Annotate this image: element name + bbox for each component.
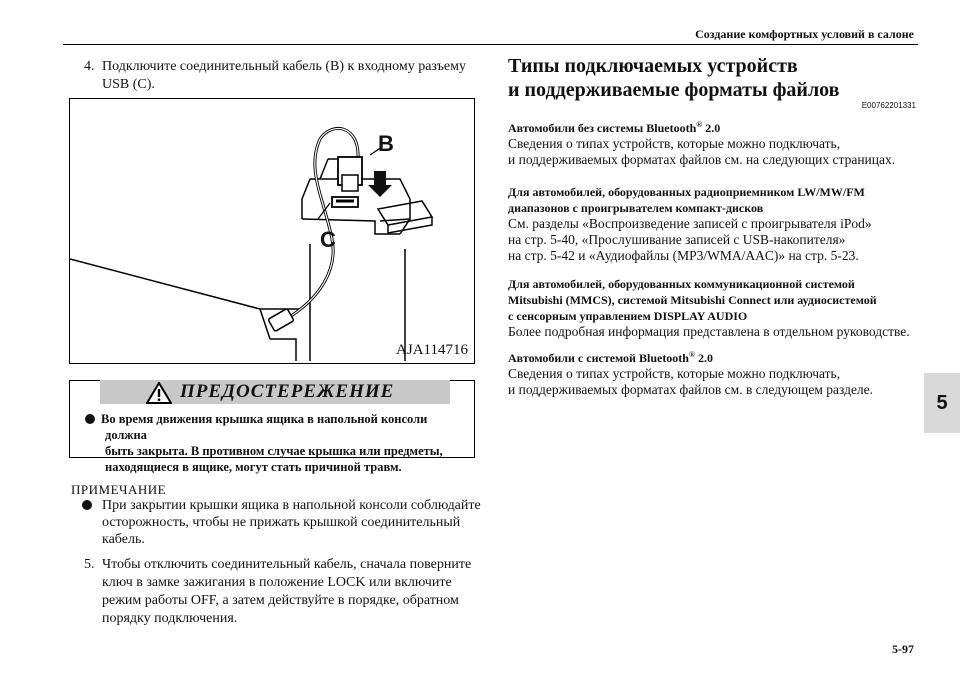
section-title-line: и поддерживаемые форматы файлов <box>508 79 840 101</box>
step-text-line: Чтобы отключить соединительный кабель, сначала поверните <box>102 557 472 572</box>
section-bluetooth <box>508 350 918 398</box>
header-divider <box>63 44 918 45</box>
body-line: на стр. 5-40, «Прослушивание записей с USB-накопителя» <box>508 232 846 247</box>
figure-code: AJA114716 <box>396 342 468 358</box>
body-line: Сведения о типах устройств, которые можно подключать, <box>508 136 841 151</box>
subsection-heading: Автомобили с системой Bluetooth® 2.0 <box>508 350 713 365</box>
step-number: 5. <box>84 557 95 572</box>
bullet-icon <box>85 414 95 424</box>
section-title-line: Типы подключаемых устройств <box>508 55 798 77</box>
bullet-icon <box>82 500 92 510</box>
warning-line: Во время движения крышка ящика в напольной консоли должна <box>101 412 428 442</box>
warning-title: ПРЕДОСТЕРЕЖЕНИЕ <box>180 381 395 402</box>
note-line: При закрытии крышки ящика в напольной консоли соблюдайте <box>102 498 481 513</box>
warning-box <box>69 380 475 474</box>
section-mmcs <box>508 276 918 340</box>
subsection-heading: Автомобили без системы Bluetooth® 2.0 <box>508 120 721 135</box>
step-text-line: режим работы OFF, а затем действуйте в порядке, обратном <box>102 593 459 608</box>
note-text <box>82 497 482 548</box>
page-number: 5-97 <box>892 642 914 656</box>
body-line: и поддерживаемых форматах файлов см. на следующих страницах. <box>508 152 896 167</box>
step-number: 4. <box>84 59 95 74</box>
warning-icon <box>146 382 172 404</box>
note-line: кабель. <box>102 532 145 547</box>
note-label: ПРИМЕЧАНИЕ <box>71 482 167 497</box>
body-line: и поддерживаемых форматах файлов см. в следующем разделе. <box>508 382 874 397</box>
warning-line: находящиеся в ящике, могут стать причиной травм. <box>105 460 402 474</box>
body-line: Более подробная информация представлена в отдельном руководстве. <box>508 324 910 339</box>
warning-text <box>85 411 469 475</box>
warning-header <box>100 380 450 404</box>
step-4 <box>84 58 484 94</box>
step-5 <box>84 556 484 628</box>
illustration-drawing <box>70 99 474 363</box>
section-radio-cd <box>508 184 918 264</box>
warning-line: быть закрыта. В противном случае крышка или предметы, <box>105 444 443 458</box>
section-bluetooth-none <box>508 120 918 168</box>
usb-connection-illustration <box>69 98 475 364</box>
step-text-line: USB (C). <box>102 77 155 92</box>
label-b: B <box>378 131 394 156</box>
body-line: Сведения о типах устройств, которые можно подключать, <box>508 366 841 381</box>
subsection-heading: Для автомобилей, оборудованных коммуникационной системой <box>508 277 855 291</box>
section-code: E00762201331 <box>861 101 916 110</box>
chapter-tab: 5 <box>924 373 960 433</box>
body-line: на стр. 5-42 и «Аудиофайлы (MP3/WMA/AAC)» на стр. 5-23. <box>508 248 859 263</box>
subsection-heading: Для автомобилей, оборудованных радиоприемником LW/MW/FM <box>508 185 865 199</box>
label-c: C <box>320 227 336 252</box>
section-title <box>508 54 839 102</box>
subsection-heading: диапазонов с проигрывателем компакт-дисков <box>508 201 764 215</box>
step-text-line: ключ в замке зажигания в положение LOCK или включите <box>102 575 452 590</box>
step-text-line: порядку подключения. <box>102 611 238 626</box>
subsection-heading: с сенсорным управлением DISPLAY AUDIO <box>508 309 748 323</box>
step-text-line: Подключите соединительный кабель (B) к входному разъему <box>102 59 467 74</box>
running-header: Создание комфортных условий в салоне <box>695 27 914 41</box>
note-line: осторожность, чтобы не прижать крышкой соединительный <box>102 515 461 530</box>
body-line: См. разделы «Воспроизведение записей с проигрывателя iPod» <box>508 216 872 231</box>
subsection-heading: Mitsubishi (MMCS), системой Mitsubishi Connect или аудиосистемой <box>508 293 877 307</box>
